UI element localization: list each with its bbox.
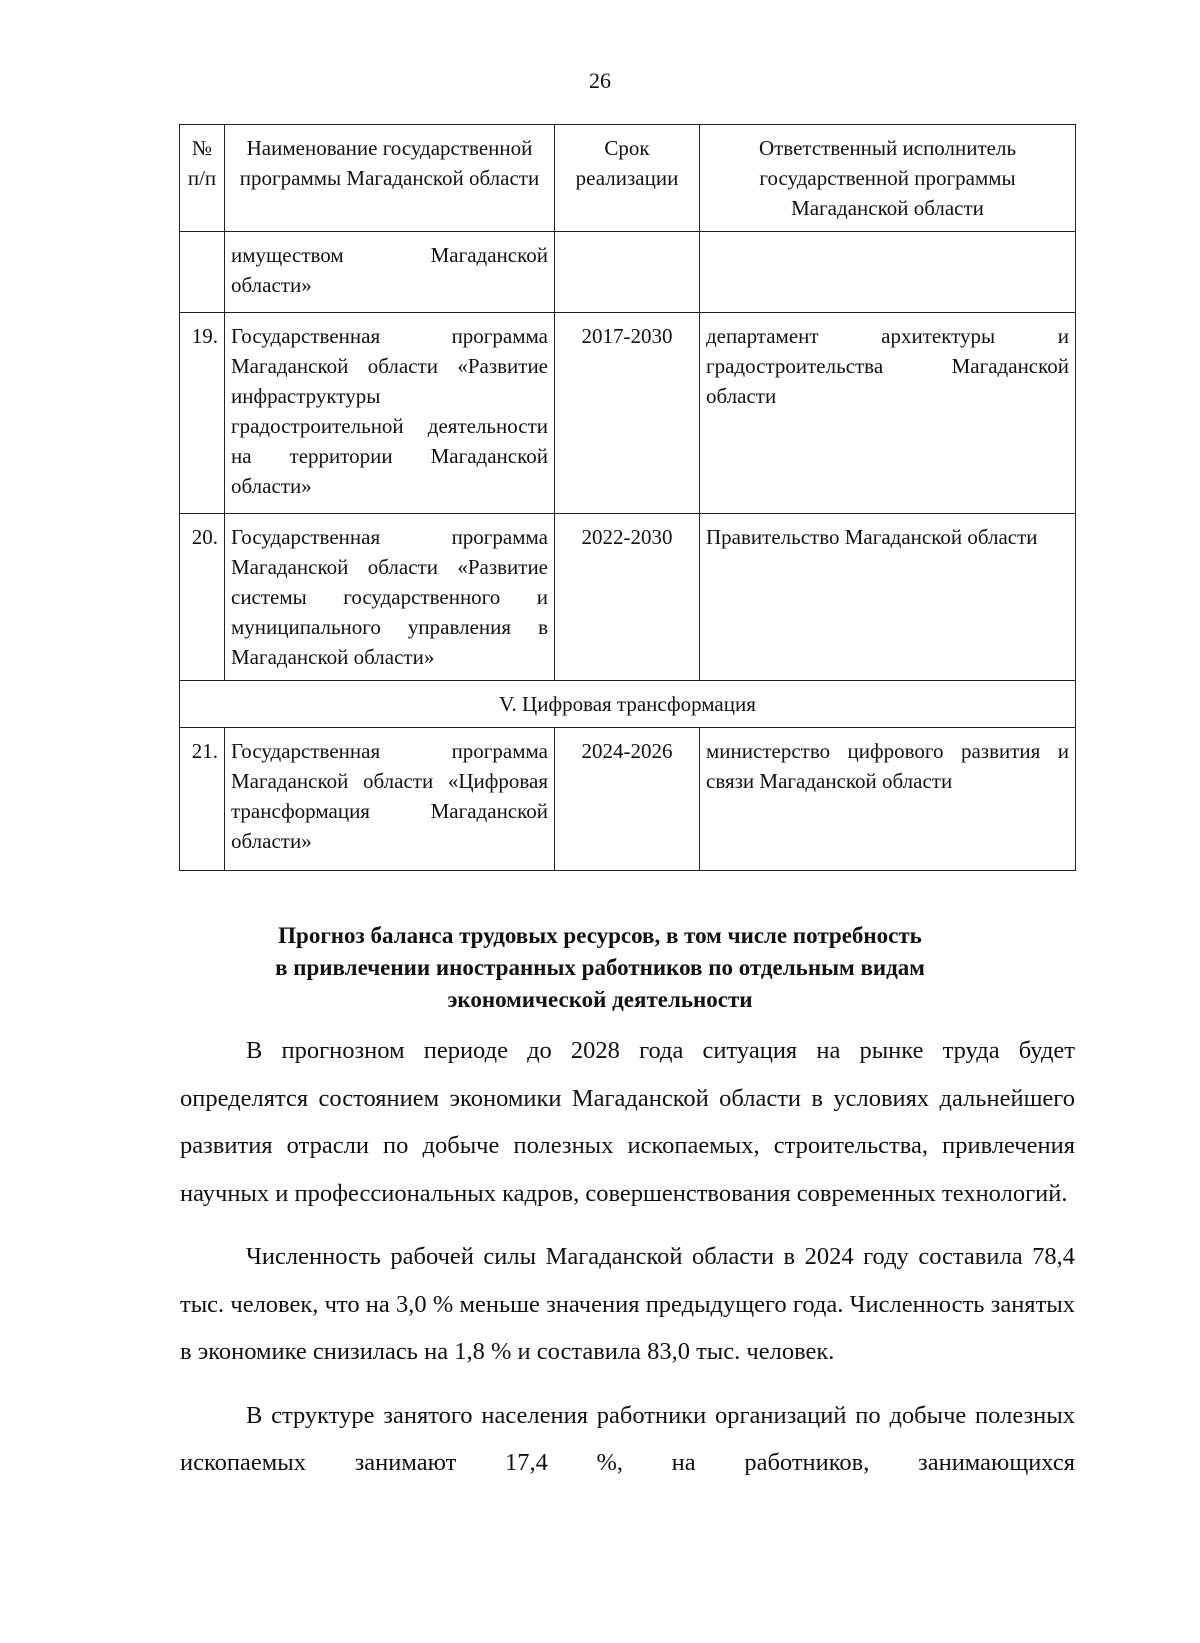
header-period: Срок реализации	[555, 125, 700, 232]
header-executor: Ответственный исполнитель государственной программы Магаданской области	[700, 125, 1076, 232]
cell-num	[180, 232, 225, 313]
body-text	[180, 1027, 1075, 1503]
paragraph: В структуре занятого населения работники организаций по добыче полезных ископаемых занимают 17,4 %, на работников, занимающихся	[180, 1401, 1075, 1476]
cell-executor	[700, 232, 1076, 313]
cell-period: 2017-2030	[555, 313, 700, 514]
cell-executor: Правительство Магаданской области	[700, 514, 1076, 681]
table-row	[180, 313, 1076, 514]
cell-num: 20.	[180, 514, 225, 681]
header-name: Наименование государственной программы Магаданской области	[225, 125, 555, 232]
section-heading	[0, 920, 1200, 1016]
section-title: V. Цифровая трансформация	[180, 681, 1076, 728]
cell-name: Государственная программа Магаданской области «Развитие инфраструктуры градостроительной деятельности на территории Магаданской области»	[225, 313, 555, 514]
heading-line: в привлечении иностранных работников по отдельным видам	[275, 955, 925, 980]
header-num: № п/п	[180, 125, 225, 232]
heading-line: экономической деятельности	[447, 987, 753, 1012]
table-header-row	[180, 125, 1076, 232]
table-row-continuation	[180, 232, 1076, 313]
table-row	[180, 514, 1076, 681]
cell-name: Государственная программа Магаданской области «Развитие системы государственного и муниципального управления в Магаданской области»	[225, 514, 555, 681]
table-row	[180, 728, 1076, 871]
programs-table	[179, 124, 1076, 871]
cell-period: 2024-2026	[555, 728, 700, 871]
table-section-row	[180, 681, 1076, 728]
cell-num: 21.	[180, 728, 225, 871]
paragraph: В прогнозном периоде до 2028 года ситуация на рынке труда будет определятся состоянием экономики Магаданской области в условиях дальнейшего развития отрасли по добыче полезных ископаемых, строительства, привлечения научных и профессиональных кадров, совершенствования современных технологий.	[180, 1037, 1075, 1207]
cell-name: Государственная программа Магаданской области «Цифровая трансформация Магаданской области»	[225, 728, 555, 871]
cell-executor: министерство цифрового развития и связи Магаданской области	[700, 728, 1076, 871]
cell-period: 2022-2030	[555, 514, 700, 681]
page-number: 26	[589, 68, 611, 93]
cell-executor: департамент архитектуры и градостроительства Магаданской области	[700, 313, 1076, 514]
cell-period	[555, 232, 700, 313]
cell-name: имуществом Магаданской области»	[225, 232, 555, 313]
heading-line: Прогноз баланса трудовых ресурсов, в том числе потребность	[278, 923, 922, 948]
paragraph: Численность рабочей силы Магаданской области в 2024 году составила 78,4 тыс. человек, что на 3,0 % меньше значения предыдущего года. Численность занятых в экономике снизилась на 1,8 % и составила 83,0 тыс. человек.	[180, 1243, 1075, 1365]
cell-num: 19.	[180, 313, 225, 514]
